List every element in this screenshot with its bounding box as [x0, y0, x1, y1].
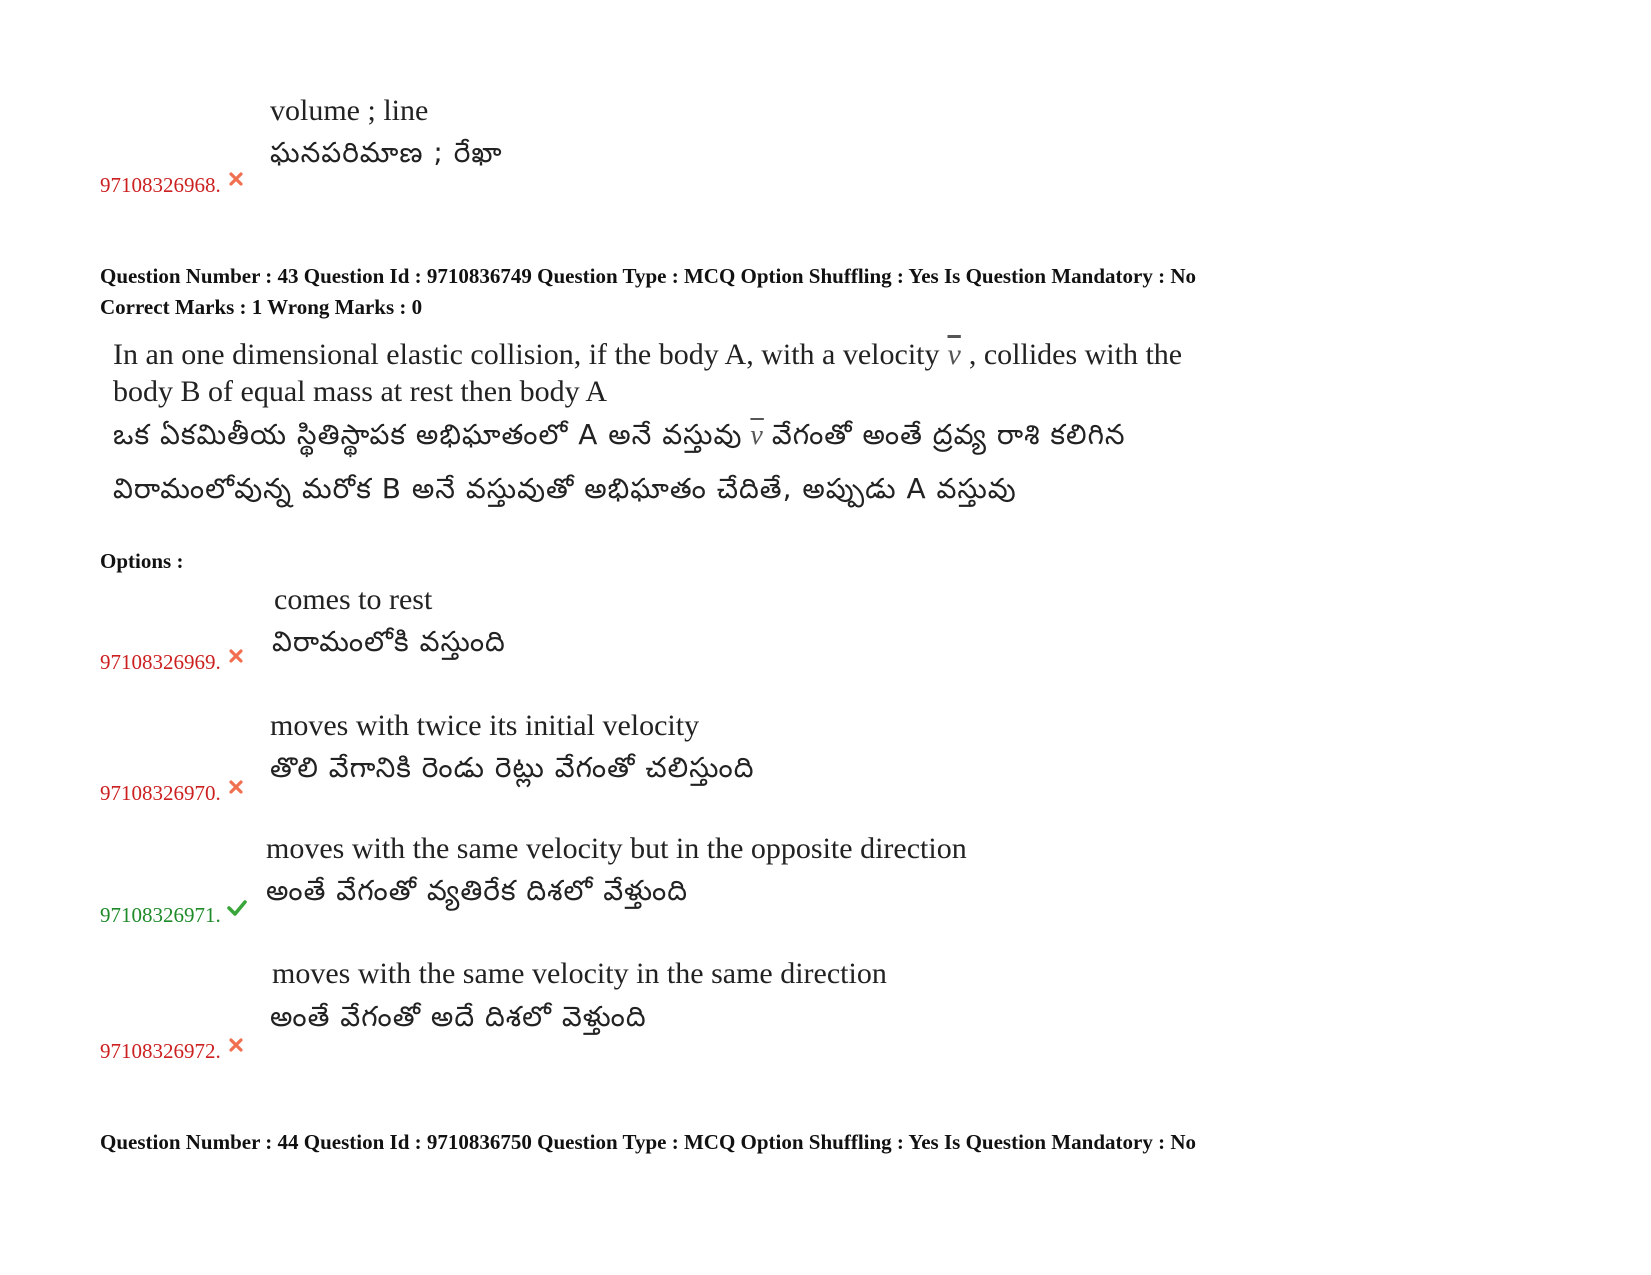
cross-icon: [229, 167, 243, 192]
cross-icon: [229, 644, 243, 669]
option-telugu-text: విరామంలోకి వస్తుంది: [272, 625, 506, 658]
question-telugu-line1: [113, 418, 1126, 458]
velocity-vector-symbol: $\overline{v}$: [750, 420, 764, 451]
option-english-text: comes to rest: [274, 583, 433, 616]
cross-icon: [229, 1033, 243, 1058]
option-english-text: moves with twice its initial velocity: [270, 709, 700, 742]
question-english-part: In an one dimensional elastic collision, if the body A, with a velocity: [113, 338, 940, 371]
question-telugu-part: వేగంతో అంతే ద్రవ్య రాశి కలిగిన: [771, 418, 1126, 451]
option-number-text: 97108326972.: [100, 1039, 221, 1063]
option-english-text: moves with the same velocity but in the opposite direction: [266, 832, 967, 865]
options-label: Options :: [100, 549, 184, 573]
option-number-text: 97108326970.: [100, 781, 221, 805]
option-number[interactable]: [100, 1033, 243, 1064]
option-number: [100, 167, 243, 198]
option-english-text: volume ; line: [270, 94, 429, 127]
option-english-text: moves with the same velocity in the same direction: [272, 957, 887, 990]
question-english-line2: body B of equal mass at rest then body A: [113, 375, 608, 408]
check-icon: [227, 897, 247, 922]
option-number-text: 97108326971.: [100, 903, 221, 927]
option-telugu-text: అంతే వేగంతో అదే దిశలో వెళ్తుంది: [270, 1000, 647, 1033]
option-number-text: 97108326969.: [100, 650, 221, 674]
option-number-text: 97108326968.: [100, 173, 221, 197]
option-number[interactable]: [100, 897, 247, 928]
question-english-part: , collides with the: [968, 338, 1183, 371]
question-meta-line2: Correct Marks : 1 Wrong Marks : 0: [100, 295, 423, 319]
option-telugu-text: అంతే వేగంతో వ్యతిరేక దిశలో వేళ్తుంది: [266, 874, 689, 907]
question-telugu-line2: విరామంలోవున్న మరోక B అనే వస్తువుతో అభిఘాతం చేదితే, అప్పుడు A వస్తువు: [113, 472, 1017, 505]
question-meta-line1: Question Number : 43 Question Id : 9710836749 Question Type : MCQ Option Shuffling : Yes Is Question Mandatory : No: [100, 264, 1196, 288]
option-telugu-text: తొలి వేగానికి రెండు రెట్లు వేగంతో చలిస్తుంది: [270, 751, 755, 784]
velocity-vector-symbol: $\overline{v}$: [947, 338, 961, 371]
cross-icon: [229, 775, 243, 800]
next-question-meta-line1: Question Number : 44 Question Id : 9710836750 Question Type : MCQ Option Shuffling : Yes Is Question Mandatory : No: [100, 1130, 1196, 1154]
option-number[interactable]: [100, 775, 243, 806]
option-number[interactable]: [100, 644, 243, 675]
option-telugu-text: ఘనపరిమాణ ; రేఖా: [270, 136, 503, 169]
question-english-line1: [113, 338, 1182, 372]
question-telugu-part: ఒక ఏకమితీయ స్థితిస్థాపక అభిఘాతంలో A అనే వస్తువు: [113, 418, 743, 451]
